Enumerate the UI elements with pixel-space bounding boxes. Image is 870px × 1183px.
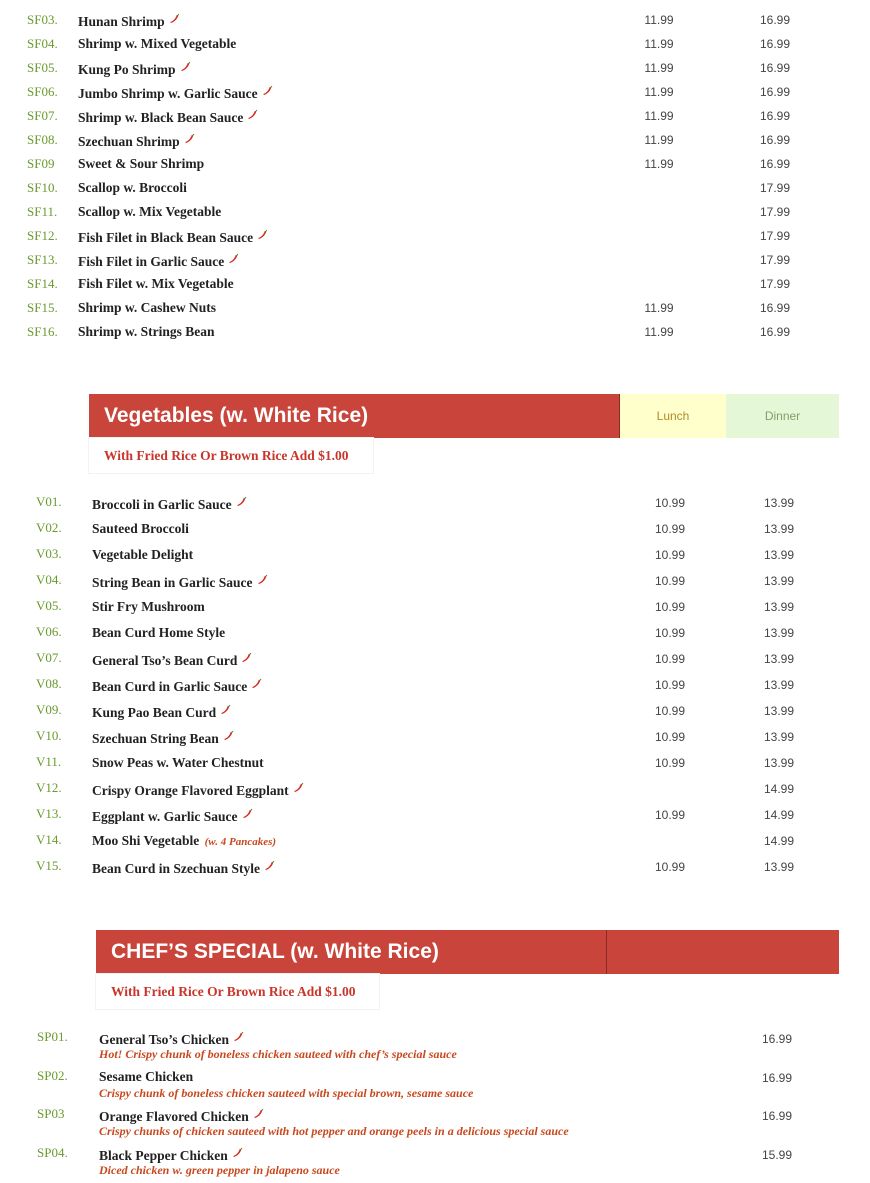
item-description: Crispy chunk of boneless chicken sauteed with special brown, sesame sauce — [99, 1086, 474, 1100]
vegetables-rice-note — [89, 438, 373, 473]
item-name-text: Shrimp w. Mixed Vegetable — [78, 36, 237, 51]
lunch-price: 10.99 — [654, 756, 686, 770]
menu-row — [0, 108, 870, 132]
dinner-price: 13.99 — [763, 496, 795, 510]
item-code: SP03 — [37, 1106, 65, 1121]
item-code: V15. — [36, 858, 62, 873]
item-name — [78, 108, 258, 126]
item-name — [92, 599, 205, 615]
item-name-text: Fish Filet w. Mix Vegetable — [78, 276, 234, 291]
item-description: Hot! Crispy chunk of boneless chicken sauteed with chef’s special sauce — [99, 1047, 457, 1061]
chili-pepper-icon — [232, 1146, 243, 1162]
menu-row — [0, 702, 870, 726]
item-code: SF09 — [27, 156, 55, 171]
menu-row — [0, 60, 870, 84]
menu-row — [0, 1106, 870, 1144]
menu-row — [0, 546, 870, 570]
dinner-price: 14.99 — [763, 834, 795, 848]
lunch-price: 11.99 — [644, 133, 674, 147]
item-code: V10. — [36, 728, 62, 743]
dinner-price: 16.99 — [759, 301, 791, 315]
lunch-price: 11.99 — [644, 325, 674, 339]
dinner-price: 16.99 — [759, 85, 791, 99]
chili-pepper-icon — [262, 84, 273, 100]
item-name-text: Bean Curd in Garlic Sauce — [92, 679, 248, 694]
menu-row — [0, 832, 870, 856]
dinner-price: 13.99 — [763, 548, 795, 562]
chili-pepper-icon — [180, 60, 191, 76]
dinner-price: 16.99 — [759, 133, 791, 147]
chili-pepper-icon — [247, 108, 258, 124]
dinner-price: 13.99 — [763, 652, 795, 666]
item-code: SF13. — [27, 252, 58, 267]
menu-row — [0, 598, 870, 622]
item-code: SF12. — [27, 228, 58, 243]
dinner-price: 13.99 — [763, 626, 795, 640]
item-name-text: Fish Filet in Black Bean Sauce — [78, 230, 254, 245]
item-name-text: Hunan Shrimp — [78, 14, 165, 29]
lunch-price: 11.99 — [644, 109, 674, 123]
item-name — [92, 573, 268, 591]
item-name-text: Scallop w. Broccoli — [78, 180, 187, 195]
item-name — [78, 204, 221, 220]
item-name-text: Shrimp w. Strings Bean — [78, 324, 215, 339]
item-code: SF05. — [27, 60, 58, 75]
menu-row — [0, 754, 870, 778]
dinner-price: 14.99 — [763, 808, 795, 822]
item-name-text: Sauteed Broccoli — [92, 521, 189, 536]
item-name — [92, 677, 262, 695]
item-name-text: Sesame Chicken — [99, 1069, 194, 1084]
lunch-price: 10.99 — [654, 860, 686, 874]
dinner-column-label: Dinner — [764, 409, 801, 423]
chef-special-rice-note — [96, 974, 379, 1009]
item-name — [78, 156, 204, 172]
item-code: V11. — [36, 754, 62, 769]
item-code: V13. — [36, 806, 62, 821]
item-name — [78, 60, 191, 78]
item-name — [92, 547, 193, 563]
lunch-price: 10.99 — [654, 808, 686, 822]
item-code: V09. — [36, 702, 62, 717]
lunch-price: 11.99 — [644, 157, 674, 171]
item-price: 15.99 — [761, 1148, 793, 1162]
lunch-price: 11.99 — [644, 13, 674, 27]
dinner-price: 16.99 — [759, 37, 791, 51]
item-name — [92, 833, 276, 850]
item-code: V07. — [36, 650, 62, 665]
chef-special-section-title: CHEF’S SPECIAL (w. White Rice) — [111, 940, 439, 963]
lunch-price: 10.99 — [654, 574, 686, 588]
dinner-price: 16.99 — [759, 157, 791, 171]
dinner-price: 14.99 — [763, 782, 795, 796]
menu-row — [0, 572, 870, 596]
item-name — [99, 1146, 243, 1164]
item-code: SF16. — [27, 324, 58, 339]
item-code: SF03. — [27, 12, 58, 27]
vegetables-section-header — [89, 394, 619, 438]
lunch-price: 10.99 — [654, 548, 686, 562]
chili-pepper-icon — [236, 495, 247, 511]
item-name-text: Shrimp w. Cashew Nuts — [78, 300, 217, 315]
dinner-price: 13.99 — [763, 704, 795, 718]
item-name — [78, 180, 187, 196]
item-name — [99, 1069, 193, 1085]
item-name-text: Orange Flavored Chicken — [99, 1109, 249, 1124]
menu-row — [0, 624, 870, 648]
menu-row — [0, 1145, 870, 1183]
chili-pepper-icon — [253, 1107, 264, 1123]
item-code: SF08. — [27, 132, 58, 147]
item-name — [78, 132, 195, 150]
lunch-price: 10.99 — [654, 626, 686, 640]
item-code: V01. — [36, 494, 62, 509]
lunch-price: 11.99 — [644, 61, 674, 75]
menu-row — [0, 12, 870, 36]
item-name-text: Szechuan Shrimp — [78, 134, 180, 149]
item-name — [92, 755, 264, 771]
menu-row — [0, 36, 870, 60]
item-code: V12. — [36, 780, 62, 795]
item-name-text: Broccoli in Garlic Sauce — [92, 497, 232, 512]
chili-pepper-icon — [169, 12, 180, 28]
chili-pepper-icon — [184, 132, 195, 148]
item-name-text: Snow Peas w. Water Chestnut — [92, 755, 264, 770]
item-name-text: Szechuan String Bean — [92, 731, 219, 746]
menu-row — [0, 228, 870, 252]
item-name-text: Kung Po Shrimp — [78, 62, 176, 77]
item-code: SF10. — [27, 180, 58, 195]
dinner-price: 17.99 — [759, 181, 791, 195]
menu-row — [0, 156, 870, 180]
item-code: SF15. — [27, 300, 58, 315]
item-code: V08. — [36, 676, 62, 691]
dinner-price: 13.99 — [763, 678, 795, 692]
chili-pepper-icon — [241, 651, 252, 667]
item-name — [92, 703, 231, 721]
item-name — [78, 84, 273, 102]
item-code: V05. — [36, 598, 62, 613]
lunch-price: 10.99 — [654, 704, 686, 718]
chili-pepper-icon — [293, 781, 304, 797]
item-name — [78, 276, 234, 292]
lunch-price: 10.99 — [654, 730, 686, 744]
dinner-price: 13.99 — [763, 860, 795, 874]
dinner-column-header — [726, 394, 839, 438]
dinner-price: 13.99 — [763, 756, 795, 770]
lunch-price: 11.99 — [644, 301, 674, 315]
menu-row — [0, 252, 870, 276]
item-code: SF07. — [27, 108, 58, 123]
chili-pepper-icon — [220, 703, 231, 719]
item-name — [92, 729, 234, 747]
item-name-text: Stir Fry Mushroom — [92, 599, 205, 614]
dinner-price: 17.99 — [759, 229, 791, 243]
item-name-text: String Bean in Garlic Sauce — [92, 575, 253, 590]
lunch-price: 11.99 — [644, 37, 674, 51]
item-code: SF11. — [27, 204, 58, 219]
chili-pepper-icon — [257, 573, 268, 589]
chili-pepper-icon — [242, 807, 253, 823]
menu-row — [0, 300, 870, 324]
item-price: 16.99 — [761, 1071, 793, 1085]
item-code: SF06. — [27, 84, 58, 99]
lunch-price: 10.99 — [654, 652, 686, 666]
menu-row — [0, 276, 870, 300]
item-name-text: Scallop w. Mix Vegetable — [78, 204, 222, 219]
dinner-price: 17.99 — [759, 277, 791, 291]
item-name-text: Black Pepper Chicken — [99, 1148, 228, 1163]
dinner-price: 13.99 — [763, 574, 795, 588]
item-code: V04. — [36, 572, 62, 587]
dinner-price: 16.99 — [759, 13, 791, 27]
lunch-price: 10.99 — [654, 522, 686, 536]
chili-pepper-icon — [233, 1030, 244, 1046]
item-name — [92, 625, 225, 641]
item-name-text: Sweet & Sour Shrimp — [78, 156, 205, 171]
item-name — [78, 300, 216, 316]
item-name — [92, 859, 275, 877]
item-name-text: Kung Pao Bean Curd — [92, 705, 217, 720]
item-name-text: Bean Curd in Szechuan Style — [92, 861, 261, 876]
item-name — [78, 228, 268, 246]
item-description: Diced chicken w. green pepper in jalapeno sauce — [99, 1163, 340, 1177]
item-name — [78, 36, 236, 52]
dinner-price: 13.99 — [763, 730, 795, 744]
dinner-price: 16.99 — [759, 109, 791, 123]
item-name — [78, 252, 239, 270]
lunch-price: 10.99 — [654, 496, 686, 510]
vegetables-rice-note-text: With Fried Rice Or Brown Rice Add $1.00 — [104, 448, 349, 463]
dinner-price: 16.99 — [759, 61, 791, 75]
menu-row — [0, 858, 870, 882]
item-name-text: Eggplant w. Garlic Sauce — [92, 809, 238, 824]
menu-row — [0, 728, 870, 752]
item-name — [78, 324, 215, 340]
dinner-price: 17.99 — [759, 205, 791, 219]
item-name — [92, 781, 304, 799]
item-name — [92, 807, 253, 825]
lunch-price: 10.99 — [654, 678, 686, 692]
item-name-text: Moo Shi Vegetable — [92, 833, 200, 848]
item-name-text: General Tso’s Bean Curd — [92, 653, 238, 668]
menu-row — [0, 520, 870, 544]
dinner-price: 16.99 — [759, 325, 791, 339]
chili-pepper-icon — [257, 228, 268, 244]
item-code: V02. — [36, 520, 62, 535]
item-name — [78, 12, 180, 30]
item-description: Crispy chunks of chicken sauteed with hot pepper and orange peels in a delicious special sauce — [99, 1124, 569, 1138]
menu-row — [0, 204, 870, 228]
dinner-price: 17.99 — [759, 253, 791, 267]
lunch-column-label: Lunch — [656, 409, 690, 423]
dinner-price: 13.99 — [763, 600, 795, 614]
item-name-text: Fish Filet in Garlic Sauce — [78, 254, 225, 269]
menu-row — [0, 676, 870, 700]
menu-row — [0, 132, 870, 156]
menu-row — [0, 1068, 870, 1106]
item-name-text: Bean Curd Home Style — [92, 625, 226, 640]
chili-pepper-icon — [251, 677, 262, 693]
menu-row — [0, 84, 870, 108]
item-name — [92, 521, 189, 537]
menu-row — [0, 806, 870, 830]
chili-pepper-icon — [228, 252, 239, 268]
item-name — [92, 495, 247, 513]
chili-pepper-icon — [264, 859, 275, 875]
item-name-text: Shrimp w. Black Bean Sauce — [78, 110, 244, 125]
item-code: V06. — [36, 624, 62, 639]
menu-row — [0, 180, 870, 204]
lunch-price: 10.99 — [654, 600, 686, 614]
chef-special-section-header — [96, 930, 606, 974]
menu-row — [0, 1029, 870, 1067]
menu-row — [0, 650, 870, 674]
item-note: (w. 4 Pancakes) — [204, 836, 277, 848]
item-code: SF04. — [27, 36, 58, 51]
item-code: SP01. — [37, 1029, 68, 1044]
menu-row — [0, 780, 870, 804]
vegetables-section-title: Vegetables (w. White Rice) — [104, 404, 369, 427]
item-name — [99, 1107, 264, 1125]
item-name-text: Vegetable Delight — [92, 547, 194, 562]
chili-pepper-icon — [223, 729, 234, 745]
item-code: V14. — [36, 832, 62, 847]
lunch-column-header — [620, 394, 726, 438]
item-code: V03. — [36, 546, 62, 561]
item-name-text: General Tso’s Chicken — [99, 1032, 230, 1047]
chef-special-price-header — [607, 930, 839, 974]
item-code: SP02. — [37, 1068, 68, 1083]
item-name-text: Jumbo Shrimp w. Garlic Sauce — [78, 86, 258, 101]
dinner-price: 13.99 — [763, 522, 795, 536]
lunch-price: 11.99 — [644, 85, 674, 99]
item-name — [99, 1030, 244, 1048]
item-code: SP04. — [37, 1145, 68, 1160]
menu-row — [0, 494, 870, 518]
chef-special-rice-note-text: With Fried Rice Or Brown Rice Add $1.00 — [111, 984, 356, 999]
menu-row — [0, 324, 870, 348]
item-name-text: Crispy Orange Flavored Eggplant — [92, 783, 289, 798]
item-price: 16.99 — [761, 1109, 793, 1123]
item-code: SF14. — [27, 276, 58, 291]
item-name — [92, 651, 252, 669]
item-price: 16.99 — [761, 1032, 793, 1046]
